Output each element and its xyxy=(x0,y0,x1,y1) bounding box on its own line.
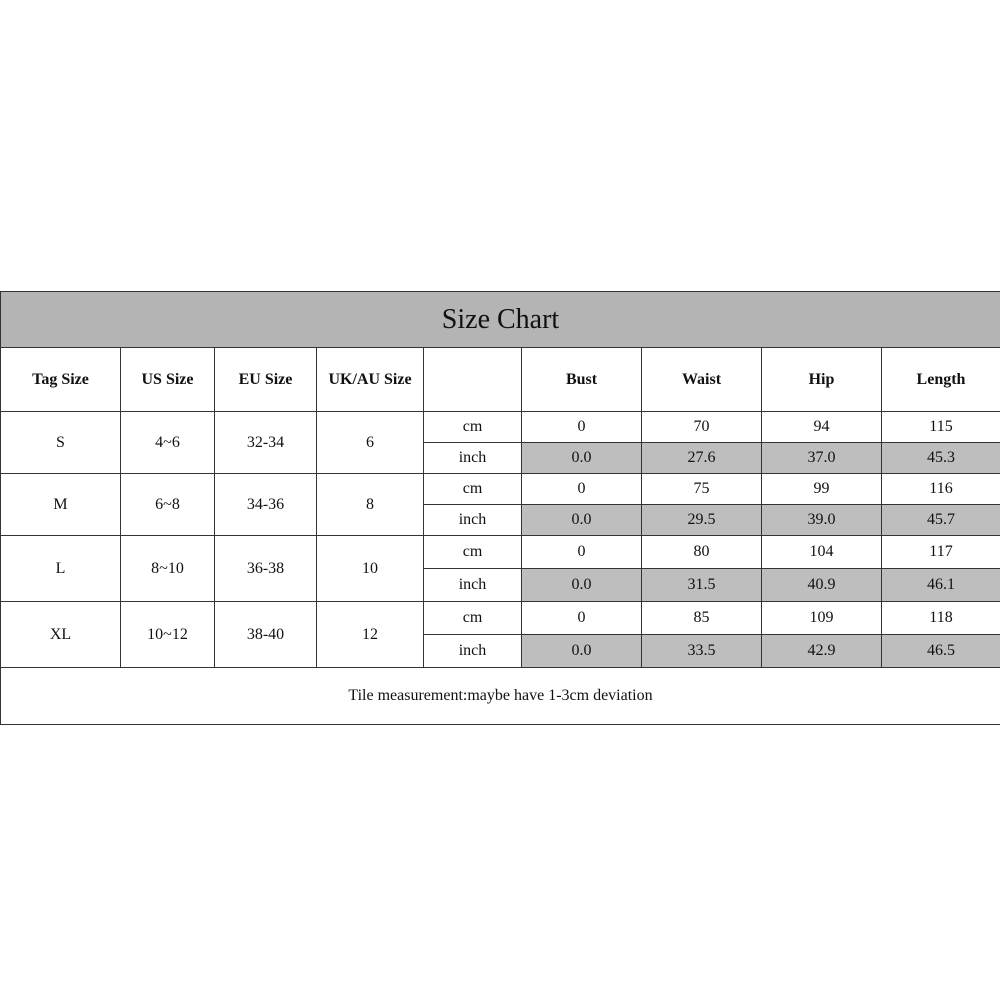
eu-size-cell: 34-36 xyxy=(215,474,317,536)
bust-cm-cell: 0 xyxy=(522,602,642,635)
tag-size-cell: M xyxy=(1,474,121,536)
table-row xyxy=(1,536,1000,569)
unit-inch-cell: inch xyxy=(424,505,522,536)
length-cm-cell: 115 xyxy=(882,412,1000,443)
tag-size-cell: L xyxy=(1,536,121,602)
header-unit xyxy=(424,348,522,412)
header-length: Length xyxy=(882,348,1000,412)
us-size-cell: 10~12 xyxy=(121,602,215,668)
size-chart-table xyxy=(0,291,1000,725)
header-hip: Hip xyxy=(762,348,882,412)
unit-cm-cell: cm xyxy=(424,602,522,635)
length-cm-cell: 116 xyxy=(882,474,1000,505)
unit-cm-cell: cm xyxy=(424,536,522,569)
unit-inch-cell: inch xyxy=(424,443,522,474)
length-inch-cell: 45.3 xyxy=(882,443,1000,474)
waist-cm-cell: 80 xyxy=(642,536,762,569)
waist-inch-cell: 27.6 xyxy=(642,443,762,474)
waist-inch-cell: 31.5 xyxy=(642,569,762,602)
length-inch-cell: 45.7 xyxy=(882,505,1000,536)
unit-inch-cell: inch xyxy=(424,569,522,602)
waist-inch-cell: 33.5 xyxy=(642,635,762,668)
hip-inch-cell: 42.9 xyxy=(762,635,882,668)
us-size-cell: 8~10 xyxy=(121,536,215,602)
header-eu-size: EU Size xyxy=(215,348,317,412)
hip-inch-cell: 37.0 xyxy=(762,443,882,474)
measurement-note: Tile measurement:maybe have 1-3cm deviation xyxy=(1,668,1000,725)
header-bust: Bust xyxy=(522,348,642,412)
hip-inch-cell: 39.0 xyxy=(762,505,882,536)
length-inch-cell: 46.1 xyxy=(882,569,1000,602)
header-us-size: US Size xyxy=(121,348,215,412)
table-row xyxy=(1,602,1000,635)
length-cm-cell: 117 xyxy=(882,536,1000,569)
us-size-cell: 6~8 xyxy=(121,474,215,536)
hip-cm-cell: 94 xyxy=(762,412,882,443)
hip-cm-cell: 99 xyxy=(762,474,882,505)
unit-inch-cell: inch xyxy=(424,635,522,668)
length-cm-cell: 118 xyxy=(882,602,1000,635)
hip-cm-cell: 104 xyxy=(762,536,882,569)
header-row xyxy=(1,348,1000,412)
uk-size-cell: 8 xyxy=(317,474,424,536)
uk-size-cell: 10 xyxy=(317,536,424,602)
us-size-cell: 4~6 xyxy=(121,412,215,474)
bust-cm-cell: 0 xyxy=(522,536,642,569)
header-tag-size: Tag Size xyxy=(1,348,121,412)
waist-inch-cell: 29.5 xyxy=(642,505,762,536)
note-row xyxy=(1,668,1000,725)
table-row xyxy=(1,474,1000,505)
bust-inch-cell: 0.0 xyxy=(522,443,642,474)
bust-inch-cell: 0.0 xyxy=(522,635,642,668)
tag-size-cell: XL xyxy=(1,602,121,668)
waist-cm-cell: 85 xyxy=(642,602,762,635)
eu-size-cell: 36-38 xyxy=(215,536,317,602)
unit-cm-cell: cm xyxy=(424,412,522,443)
bust-cm-cell: 0 xyxy=(522,474,642,505)
hip-cm-cell: 109 xyxy=(762,602,882,635)
eu-size-cell: 38-40 xyxy=(215,602,317,668)
uk-size-cell: 6 xyxy=(317,412,424,474)
hip-inch-cell: 40.9 xyxy=(762,569,882,602)
header-waist: Waist xyxy=(642,348,762,412)
uk-size-cell: 12 xyxy=(317,602,424,668)
waist-cm-cell: 75 xyxy=(642,474,762,505)
header-uk-au-size: UK/AU Size xyxy=(317,348,424,412)
bust-inch-cell: 0.0 xyxy=(522,569,642,602)
tag-size-cell: S xyxy=(1,412,121,474)
unit-cm-cell: cm xyxy=(424,474,522,505)
chart-title: Size Chart xyxy=(1,292,1000,348)
length-inch-cell: 46.5 xyxy=(882,635,1000,668)
size-chart xyxy=(0,291,1000,725)
waist-cm-cell: 70 xyxy=(642,412,762,443)
bust-cm-cell: 0 xyxy=(522,412,642,443)
table-row xyxy=(1,412,1000,443)
eu-size-cell: 32-34 xyxy=(215,412,317,474)
bust-inch-cell: 0.0 xyxy=(522,505,642,536)
